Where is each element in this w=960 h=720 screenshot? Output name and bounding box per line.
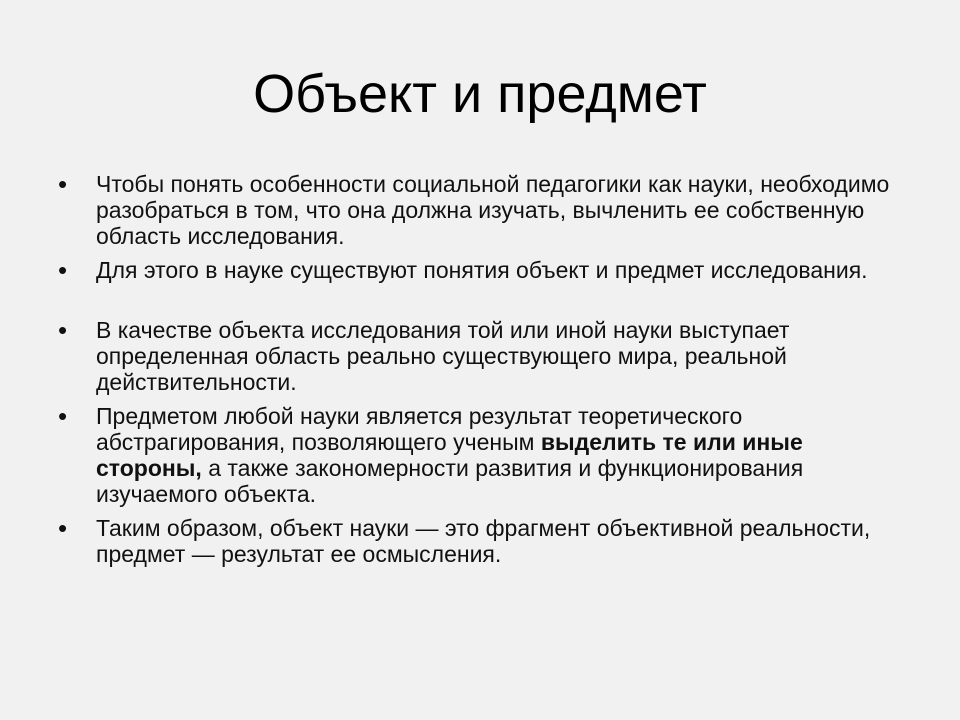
bullet-text-part: а также закономерности развития и функционирования изучаемого объекта.: [96, 455, 804, 507]
bullet-marker: •: [58, 513, 68, 543]
bullet-item: [52, 257, 912, 283]
bullet-text: В качестве объекта исследования той или иной науки выступает определенная область реально существующего мира, реальной действительности.: [96, 317, 790, 395]
bullet-marker: •: [58, 169, 68, 199]
bullet-item: [52, 317, 912, 395]
bullet-list: [52, 171, 912, 567]
bullet-marker: •: [58, 401, 68, 431]
bullet-item: [52, 403, 912, 507]
bullet-marker: •: [58, 315, 68, 345]
bullet-item: [52, 171, 912, 249]
bullet-item: [52, 515, 912, 567]
bullet-text-part: Предметом любой науки является результат теоретического абстрагирования, позволяющего ученым: [96, 403, 743, 455]
bullet-text: Для этого в науке существуют понятия объект и предмет исследования.: [96, 257, 868, 283]
bullet-text: Чтобы понять особенности социальной педагогики как науки, необходимо разобраться в том, что она должна изучать, вычленить ее собственную область исследования.: [96, 171, 890, 249]
bullet-text-emphasis: выделить те или иные стороны,: [96, 429, 803, 481]
bullet-text: Таким образом, объект науки — это фрагмент объективной реальности, предмет — результат ее осмысления.: [96, 515, 871, 567]
slide-title: Объект и предмет: [253, 64, 707, 124]
bullet-marker: •: [58, 255, 68, 285]
bullet-text: [96, 403, 803, 507]
